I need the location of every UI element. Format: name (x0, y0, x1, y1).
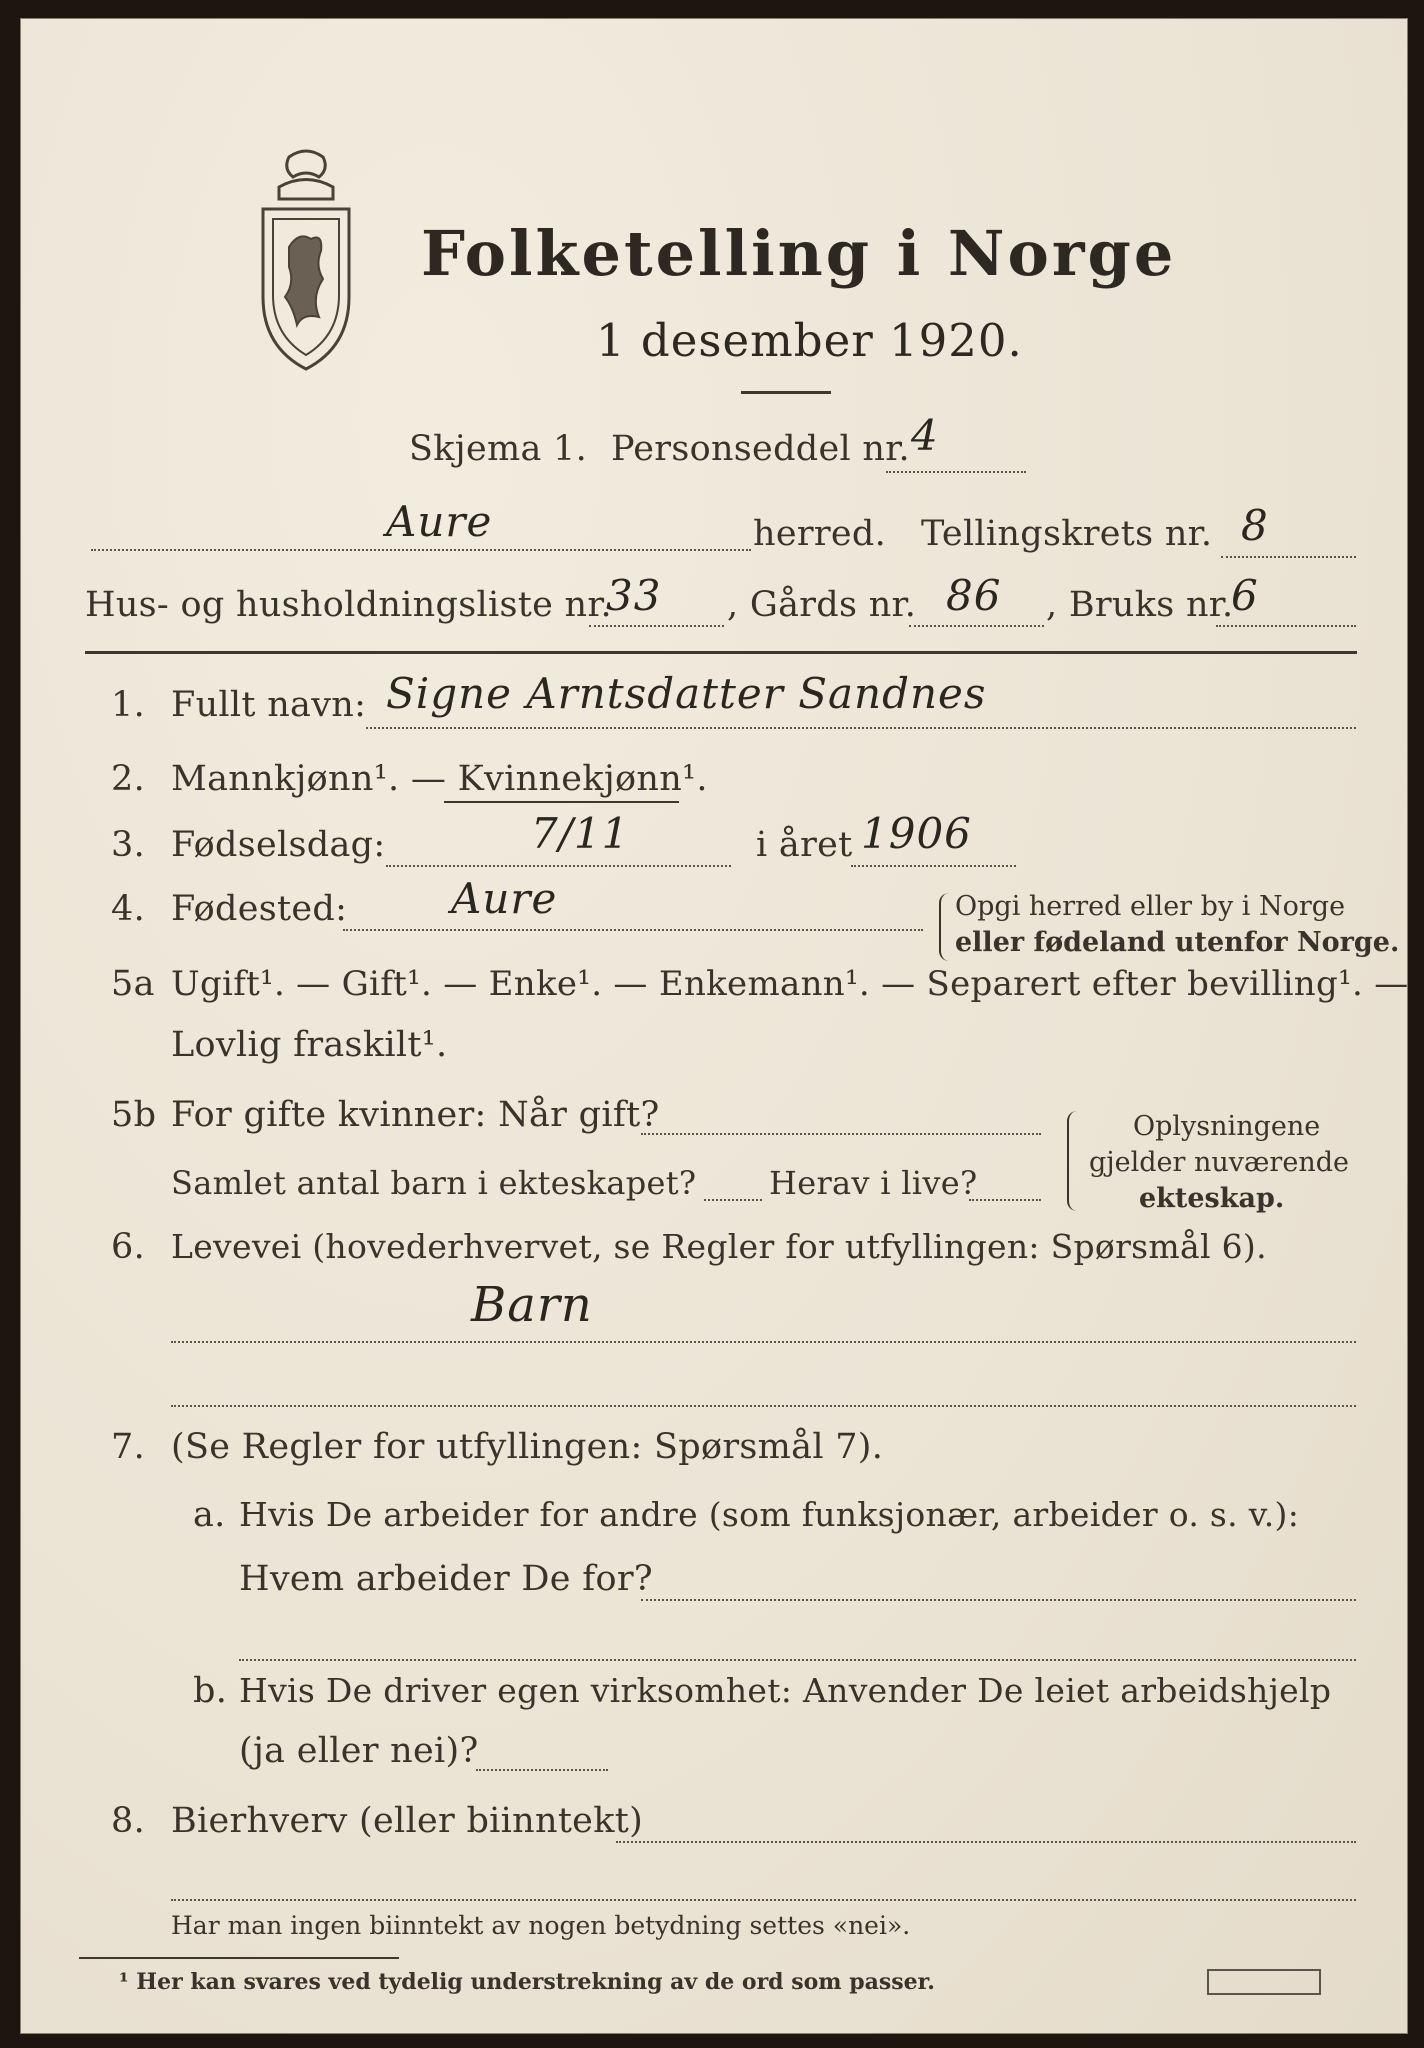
q3-year-value[interactable]: 1906 (861, 809, 972, 858)
q5a-line2: Lovlig fraskilt¹. (171, 1025, 448, 1065)
q5b-brace (1067, 1111, 1081, 1211)
q4-line (343, 929, 923, 931)
q5a-number: 5a (111, 964, 155, 1004)
tellingskrets-label: Tellingskrets nr. (921, 514, 1213, 554)
bruks-value[interactable]: 6 (1231, 571, 1259, 620)
q4-brace (939, 893, 951, 961)
q7a-number: a. (193, 1495, 226, 1535)
husliste-line (589, 625, 724, 627)
q5b-line1: For gifte kvinner: Når gift? (171, 1095, 660, 1135)
q1-label: Fullt navn: (171, 685, 367, 725)
q7a-line1: Hvis De arbeider for andre (som funksjonær, arbeider o. s. v.): (239, 1495, 1300, 1534)
q5b-line2b: Herav i live? (769, 1164, 978, 1202)
q5b-children-line (704, 1199, 762, 1201)
q4-note-line1: Opgi herred eller by i Norge (955, 891, 1346, 922)
bruks-line (1216, 625, 1356, 627)
q1-number: 1. (111, 685, 145, 725)
tellingskrets-line (1221, 556, 1356, 558)
q8-line1 (616, 1841, 1356, 1843)
tellingskrets-value[interactable]: 8 (1241, 501, 1269, 550)
footnote-separator (79, 1957, 399, 1959)
q4-value[interactable]: Aure (451, 874, 558, 923)
census-form (20, 18, 1408, 2034)
footnote: ¹ Her kan svares ved tydelig understrekning av de ord som passer. (119, 1969, 935, 1995)
q7b-line (476, 1769, 608, 1771)
q7b-line1: Hvis De driver egen virksomhet: Anvender De leiet arbeidshjelp (239, 1671, 1332, 1710)
q5b-note-line3: ekteskap. (1139, 1183, 1285, 1214)
q6-number: 6. (111, 1227, 145, 1267)
schema-label: Skjema 1. (409, 429, 588, 469)
bruks-label: , Bruks nr. (1046, 585, 1234, 625)
q5b-number: 5b (111, 1095, 157, 1135)
gards-value[interactable]: 86 (946, 571, 1002, 620)
herred-label: herred. (753, 514, 887, 554)
printer-stamp (1207, 1969, 1321, 1995)
q5b-note-line1: Oplysningene (1133, 1111, 1321, 1142)
personseddel-value[interactable]: 4 (911, 411, 939, 460)
q6-value[interactable]: Barn (471, 1277, 593, 1333)
q1-value[interactable]: Signe Arntsdatter Sandnes (386, 669, 987, 718)
q7-number: 7. (111, 1427, 145, 1467)
personseddel-label: Personseddel nr. (611, 429, 910, 469)
q5b-line2a: Samlet antal barn i ekteskapet? (171, 1164, 697, 1202)
q4-number: 4. (111, 889, 145, 929)
q5b-note-line2: gjelder nuværende (1089, 1147, 1349, 1178)
q5a-line1: Ugift¹. — Gift¹. — Enke¹. — Enkemann¹. — Separert efter bevilling¹. — (171, 964, 1409, 1004)
gards-line (909, 625, 1044, 627)
form-title: Folketelling i Norge (421, 217, 1177, 290)
q7-label: (Se Regler for utfyllingen: Spørsmål 7). (171, 1427, 884, 1467)
husliste-value[interactable]: 33 (606, 571, 662, 620)
q4-label: Fødested: (171, 889, 348, 929)
q7b-line2: (ja eller nei)? (239, 1731, 479, 1771)
q5b-married-line (641, 1133, 1041, 1135)
personseddel-line (886, 471, 1026, 473)
q7a-line2: Hvem arbeider De for? (239, 1559, 653, 1599)
title-divider (741, 391, 831, 394)
herred-line (91, 549, 751, 551)
q8-line2 (171, 1899, 1356, 1901)
q2-number: 2. (111, 759, 145, 799)
q3-number: 3. (111, 825, 145, 865)
q3-label: Fødselsdag: (171, 825, 386, 865)
q1-line (366, 727, 1356, 729)
husliste-label: Hus- og husholdningsliste nr. (85, 585, 612, 625)
q8-label: Bierhverv (eller biinntekt) (171, 1801, 644, 1841)
form-date: 1 desember 1920. (596, 314, 1023, 367)
q6-line1 (171, 1341, 1356, 1343)
q8-number: 8. (111, 1801, 145, 1841)
q4-note-line2: eller fødeland utenfor Norge. (955, 927, 1400, 958)
q3-line (386, 865, 731, 867)
q3-year-label: i året (756, 825, 853, 865)
q3-value[interactable]: 7/11 (531, 809, 630, 858)
q8-note: Har man ingen biinntekt av nogen betydning settes «nei». (171, 1911, 911, 1940)
q2-label: Mannkjønn¹. — Kvinnekjønn¹. (171, 759, 708, 799)
q7b-number: b. (193, 1671, 228, 1711)
q7a-employer-line1 (641, 1599, 1356, 1601)
q2-underline (444, 801, 679, 803)
q6-line2 (171, 1405, 1356, 1407)
q5b-living-line (969, 1199, 1041, 1201)
coat-of-arms-icon (249, 147, 363, 379)
q7a-employer-line2 (239, 1659, 1356, 1661)
q6-label: Levevei (hovederhvervet, se Regler for utfyllingen: Spørsmål 6). (171, 1227, 1267, 1266)
q3-year-line (851, 865, 1016, 867)
herred-value[interactable]: Aure (386, 497, 493, 546)
gards-label: , Gårds nr. (727, 585, 917, 625)
header-separator (85, 651, 1357, 654)
